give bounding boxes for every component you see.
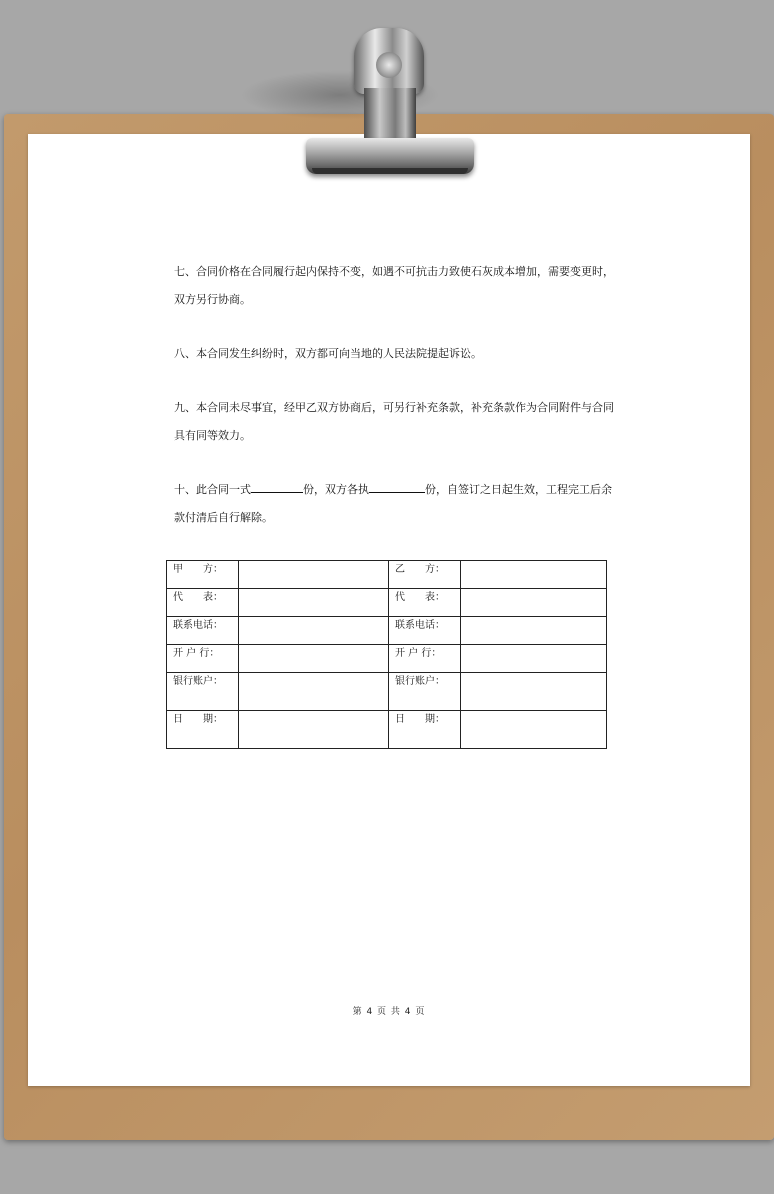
phone-a-label: 联系电话： (167, 617, 239, 645)
clause-text: 合同价格在合同履行起内保持不变，如遇不可抗击力致使石灰成本增加，需要变更时，双方另行协商。 (174, 265, 614, 306)
copies-total-blank (251, 482, 303, 493)
rep-a-label: 代 表： (167, 589, 239, 617)
page-footer: 第 4 页 共 4 页 (352, 1007, 426, 1017)
date-a-label: 日 期： (167, 711, 239, 749)
clause-label: 八、 (174, 347, 196, 360)
clause-10 (174, 476, 614, 532)
clause-text: 本合同发生纠纷时，双方都可向当地的人民法院提起诉讼。 (196, 347, 482, 360)
phone-b-label: 联系电话： (389, 617, 461, 645)
binder-clip-edge (312, 168, 468, 174)
clause-text-part1: 此合同一式 (196, 483, 251, 496)
bank-a-label: 开 户 行： (167, 645, 239, 673)
party-a-value (239, 561, 389, 589)
table-row (167, 617, 607, 645)
clause-text: 本合同未尽事宜，经甲乙双方协商后，可另行补充条款，补充条款作为合同附件与合同具有同等效力。 (174, 401, 614, 442)
clause-7 (174, 258, 614, 314)
account-a-value (239, 673, 389, 711)
party-b-value (461, 561, 607, 589)
bank-b-label: 开 户 行： (389, 645, 461, 673)
rep-b-label: 代 表： (389, 589, 461, 617)
rep-a-value (239, 589, 389, 617)
date-b-value (461, 711, 607, 749)
party-b-label: 乙 方： (389, 561, 461, 589)
contract-body (174, 258, 614, 558)
binder-clip-hole (376, 52, 402, 78)
clause-label: 十、 (174, 483, 196, 496)
table-row (167, 589, 607, 617)
table-row (167, 673, 607, 711)
clause-8 (174, 340, 614, 368)
party-a-label: 甲 方： (167, 561, 239, 589)
bank-a-value (239, 645, 389, 673)
account-a-label: 银行账户： (167, 673, 239, 711)
table-row (167, 561, 607, 589)
clause-label: 九、 (174, 401, 196, 414)
table-row (167, 711, 607, 749)
clause-text-part2: 份，双方各执 (303, 483, 369, 496)
phone-b-value (461, 617, 607, 645)
account-b-label: 银行账户： (389, 673, 461, 711)
rep-b-value (461, 589, 607, 617)
phone-a-value (239, 617, 389, 645)
copies-each-blank (369, 482, 425, 493)
account-b-value (461, 673, 607, 711)
clause-text-part3: 份，自签订之日起生效，工程完工后余款付清后自行解除。 (174, 483, 612, 524)
table-row (167, 645, 607, 673)
date-b-label: 日 期： (389, 711, 461, 749)
bank-b-value (461, 645, 607, 673)
clause-label: 七、 (174, 265, 196, 278)
clause-9 (174, 394, 614, 450)
binder-clip-neck (364, 88, 416, 142)
date-a-value (239, 711, 389, 749)
signature-table (166, 560, 607, 749)
